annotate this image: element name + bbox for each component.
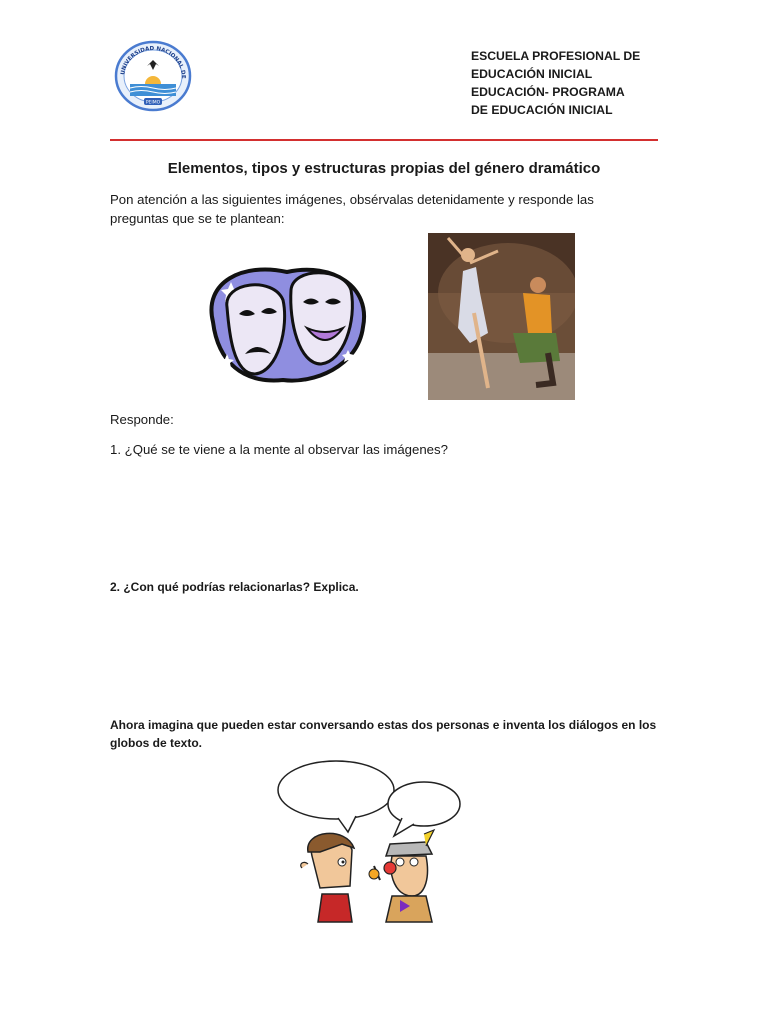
page-title: Elementos, tipos y estructuras propias del género dramático xyxy=(167,160,601,177)
school-line: ESCUELA PROFESIONAL DE xyxy=(471,49,641,63)
character-left xyxy=(301,833,354,922)
speech-bubble-left xyxy=(278,761,394,832)
logo-arc-text: UNIVERSIDAD NACIONAL DE xyxy=(120,45,187,79)
school-line: EDUCACIÓN INICIAL xyxy=(471,67,593,81)
question-1: 1. ¿Qué se te viene a la mente al observar las imágenes? xyxy=(110,442,448,457)
header-divider xyxy=(110,139,658,141)
responde-label: Responde: xyxy=(110,412,174,427)
conversation-cartoon xyxy=(276,756,466,924)
dialog-prompt: Ahora imagina que pueden estar conversando estas dos personas e inventa los diálogos en los globos de texto. xyxy=(110,718,657,750)
theater-masks-image xyxy=(203,262,371,384)
character-right xyxy=(369,830,434,922)
instructions-text: Pon atención a las siguientes imágenes, obsérvalas detenidamente y responde las preguntas que se te plantean: xyxy=(110,192,594,226)
speech-bubble-right xyxy=(388,782,460,836)
school-header xyxy=(471,47,671,119)
university-logo xyxy=(114,40,192,112)
logo-badge: PEIMO xyxy=(145,100,161,106)
dance-performance-photo xyxy=(428,233,575,400)
school-line: EDUCACIÓN- PROGRAMA xyxy=(471,85,625,99)
school-line: DE EDUCACIÓN INICIAL xyxy=(471,103,613,117)
question-2: 2. ¿Con qué podrías relacionarlas? Explica. xyxy=(110,580,359,594)
